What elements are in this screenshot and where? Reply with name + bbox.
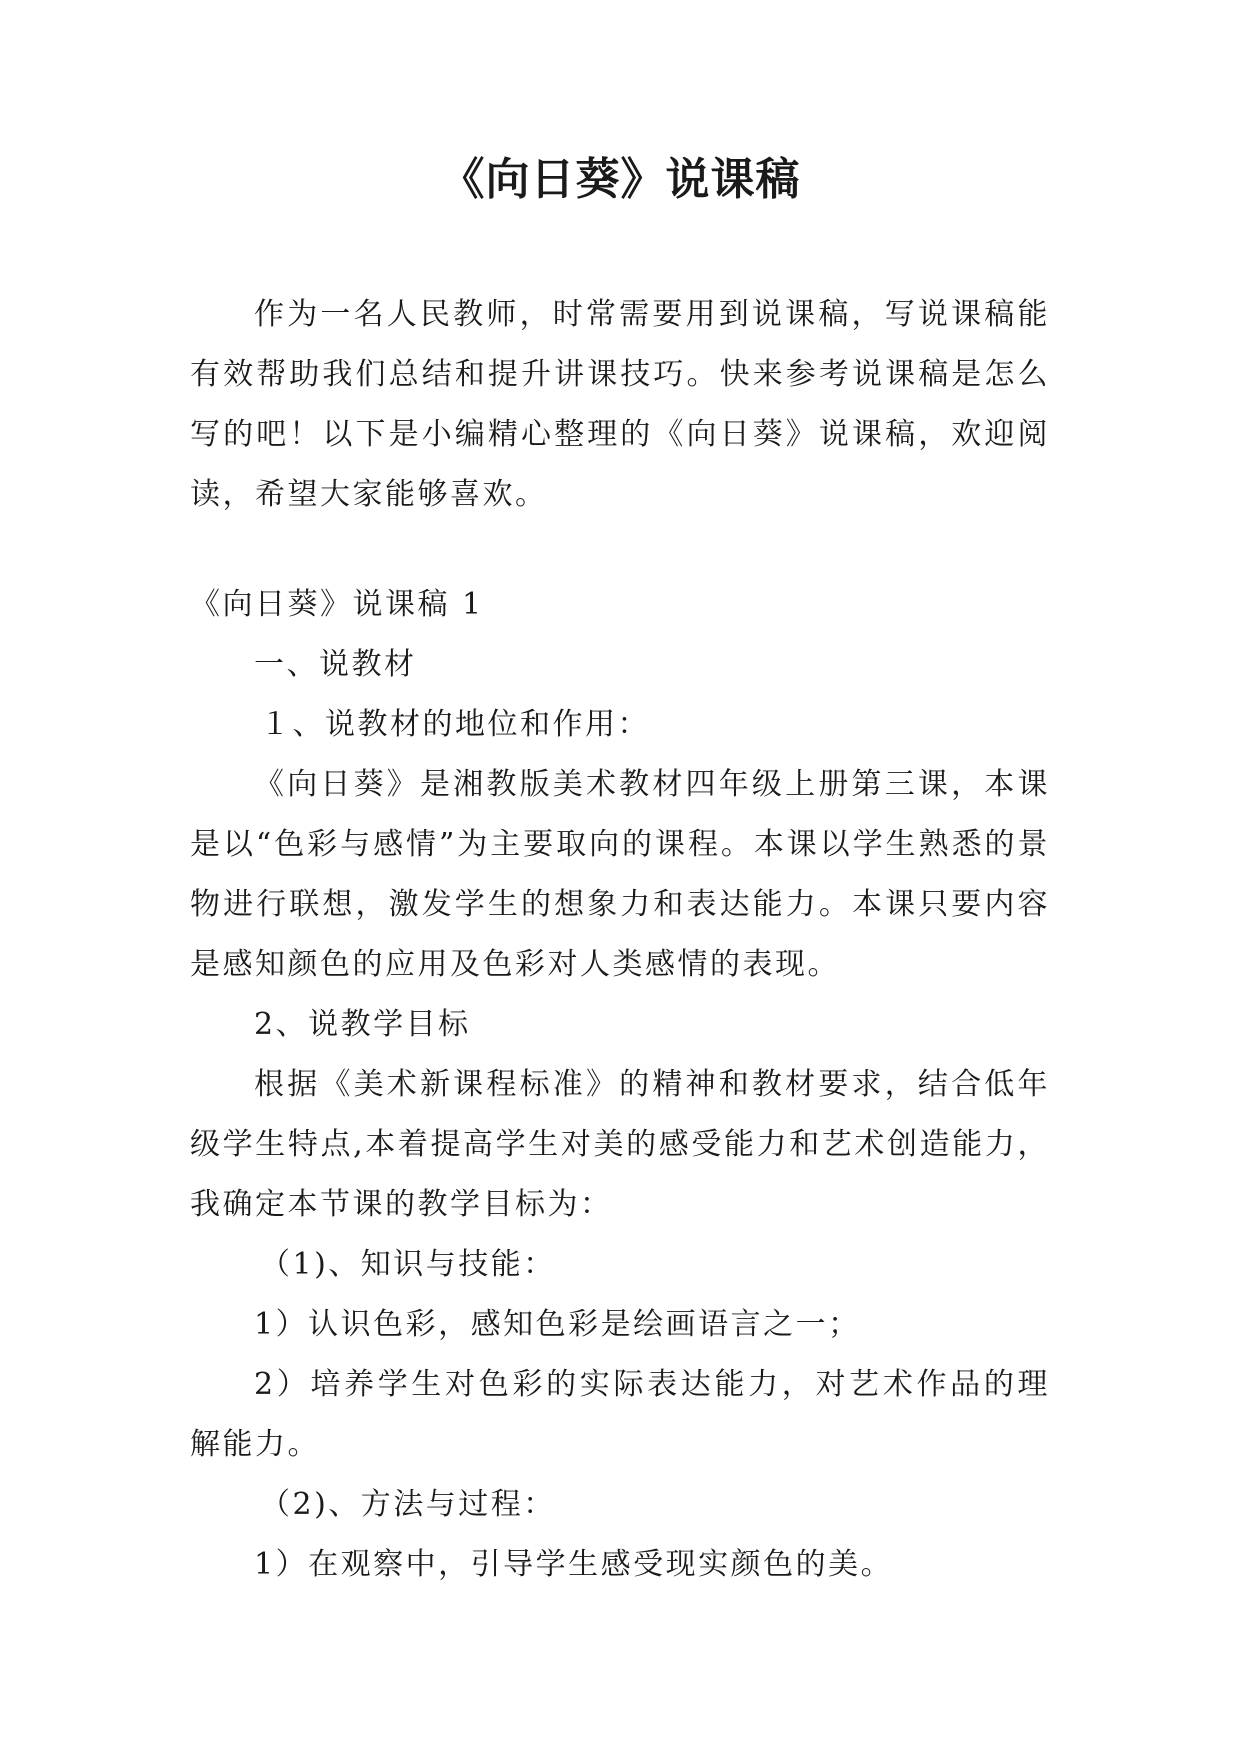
document-title: 《向日葵》说课稿 bbox=[440, 154, 801, 205]
section-title: 《向日葵》说课稿 1 bbox=[190, 587, 484, 622]
list-item-knowledge-2: 2）培养学生对色彩的实际表达能力，对艺术作品的理解能力。 bbox=[190, 1367, 1050, 1462]
subheading-knowledge: （1)、知识与技能： bbox=[260, 1247, 556, 1282]
paragraph-role: 《向日葵》是湘教版美术教材四年级上册第三课，本课是以“色彩与感情”为主要取向的课程。本课以学生熟悉的景物进行联想，激发学生的想象力和表达能力。本课只要内容是感知颜色的应用及色彩对人类感情的表现。 bbox=[190, 767, 1050, 982]
heading-goals: 2、说教学目标 bbox=[254, 1007, 471, 1042]
section-content bbox=[190, 635, 1050, 1595]
list-item-knowledge-1: 1）认识色彩，感知色彩是绘画语言之一； bbox=[254, 1307, 861, 1342]
subheading-role: １、说教材的地位和作用： bbox=[260, 707, 650, 742]
intro-paragraph: 作为一名人民教师，时常需要用到说课稿，写说课稿能有效帮助我们总结和提升讲课技巧。快来参考说课稿是怎么写的吧！以下是小编精心整理的《向日葵》说课稿，欢迎阅读，希望大家能够喜欢。 bbox=[190, 297, 1050, 512]
list-item-method-1: 1）在观察中，引导学生感受现实颜色的美。 bbox=[254, 1547, 894, 1582]
subheading-method: （2)、方法与过程： bbox=[260, 1487, 556, 1522]
heading-textbook: 一、说教材 bbox=[254, 647, 417, 682]
paragraph-goals: 根据《美术新课程标准》的精神和教材要求，结合低年级学生特点,本着提高学生对美的感受能力和艺术创造能力，我确定本节课的教学目标为： bbox=[190, 1067, 1050, 1222]
